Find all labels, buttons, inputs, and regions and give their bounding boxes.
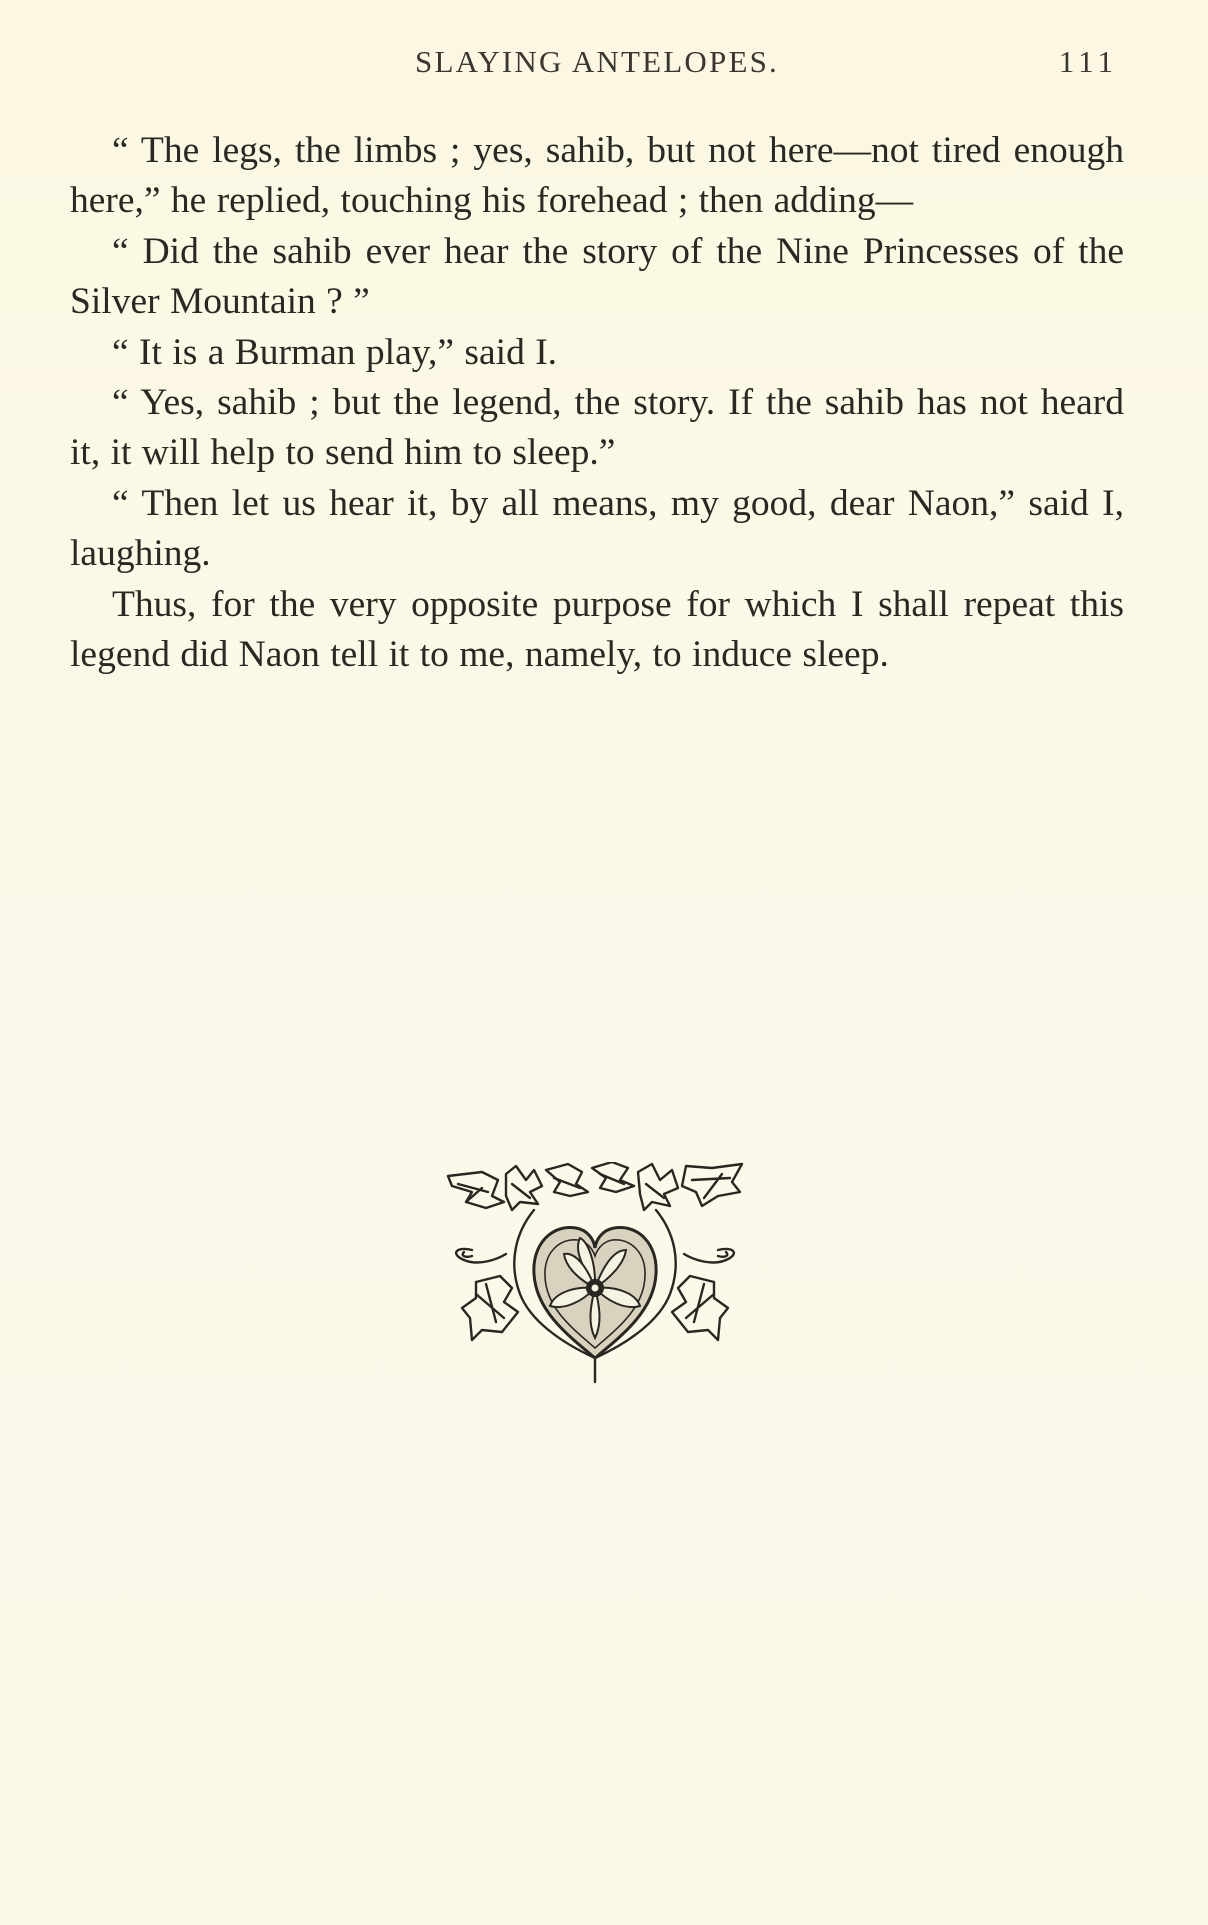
paragraph: “ Did the sahib ever hear the story of the Nine Princesses of the Silver Mountain ? ”: [70, 230, 1124, 323]
paragraph: “ It is a Burman play,” said I.: [112, 331, 558, 373]
running-head: [70, 44, 1124, 84]
paragraph: “ Then let us hear it, by all means, my good, dear Naon,” said I, laughing.: [70, 482, 1124, 575]
running-title: SLAYING ANTELOPES.: [415, 44, 779, 79]
heart-vine-tailpiece-icon: [442, 1162, 748, 1384]
paragraph: “ Yes, sahib ; but the legend, the story. If the sahib has not heard it, it will help to send him to sleep.”: [70, 382, 1124, 474]
page-number: 111: [1058, 44, 1118, 79]
paragraph: “ The legs, the limbs ; yes, sahib, but not here—not tired enough here,” he replied, touching his forehead ; then adding—: [70, 130, 1124, 222]
body-text: [70, 126, 1124, 680]
paragraph: Thus, for the very opposite purpose for which I shall repeat this legend did Naon tell it to me, namely, to induce sleep.: [70, 583, 1124, 676]
